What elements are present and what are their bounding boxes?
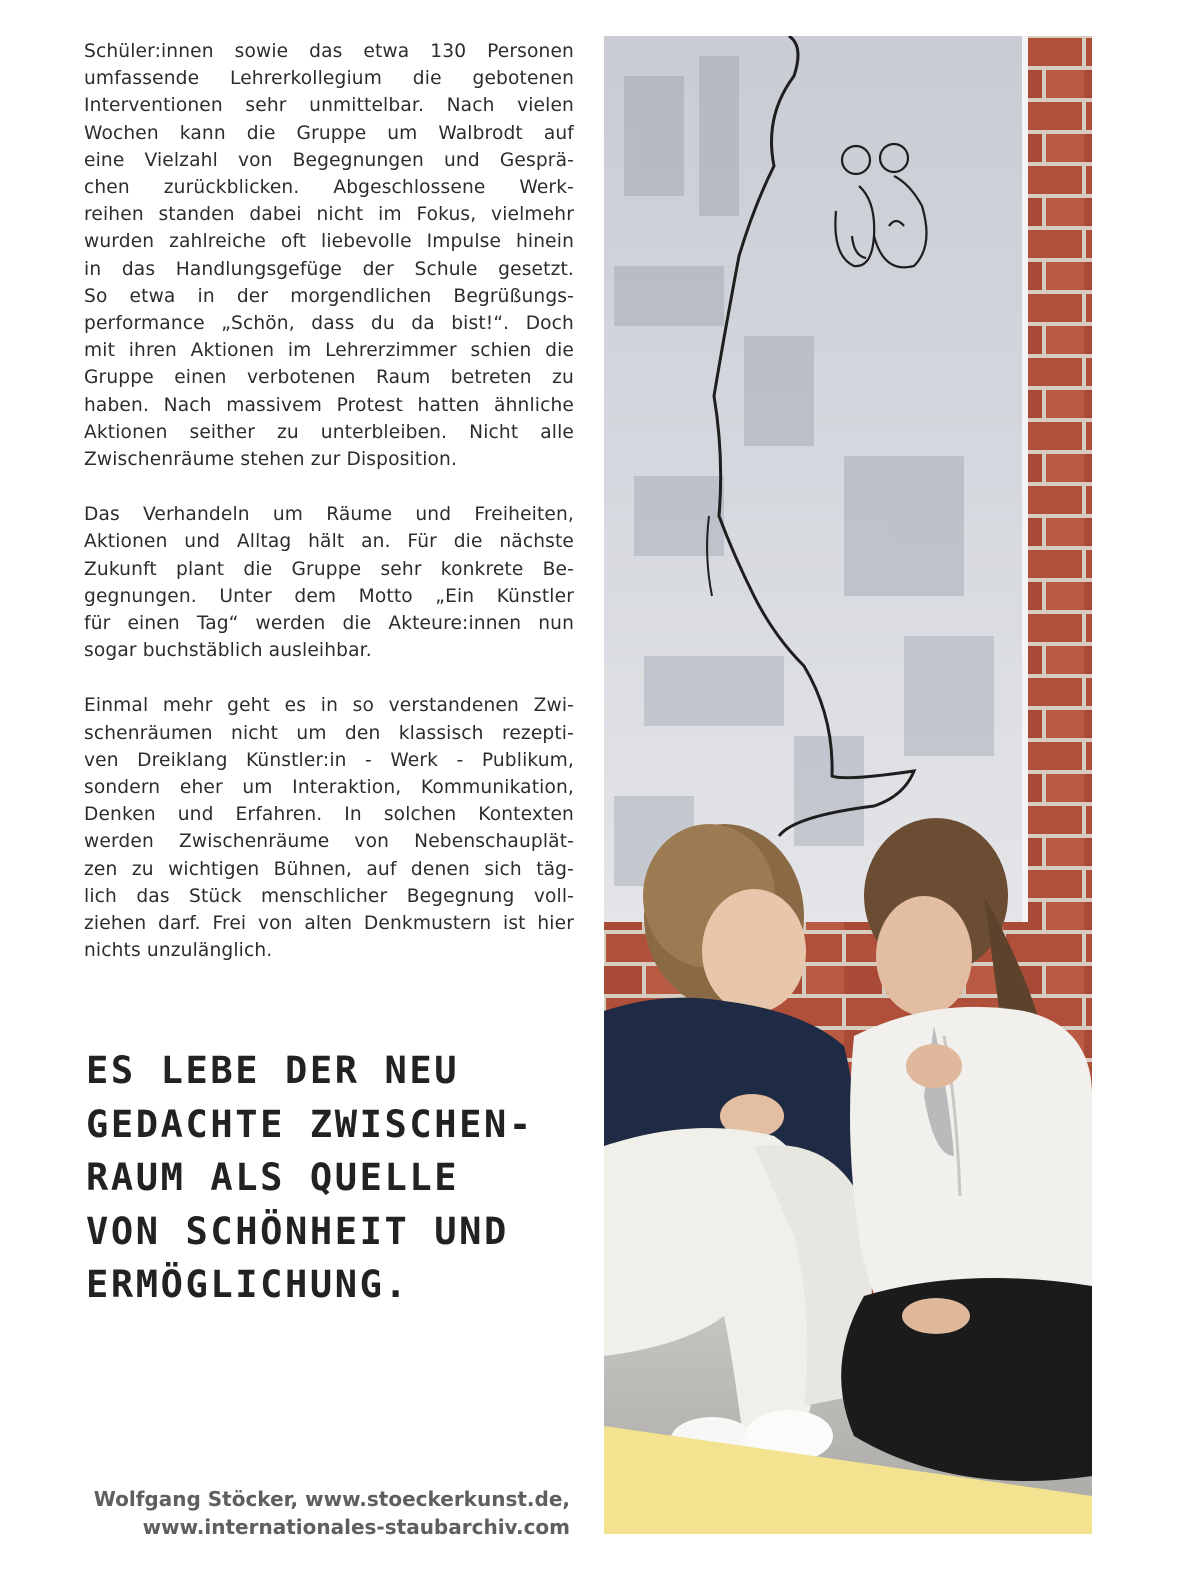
text-line: gegnungen. Unter dem Motto „Ein Künstler bbox=[84, 585, 574, 607]
text-line: zen zu wichtigen Bühnen, auf denen sich täg- bbox=[84, 858, 574, 880]
text-line: Aktionen und Alltag hält an. Für die nächste bbox=[84, 531, 574, 553]
pull-quote-line: GEDACHTE ZWISCHEN- bbox=[86, 1102, 534, 1146]
text-line: So etwa in der morgendlichen Begrüßungs- bbox=[84, 285, 574, 307]
author-credit-line: Wolfgang Stöcker, www.stoeckerkunst.de, bbox=[93, 1487, 570, 1511]
photo-illustration bbox=[604, 36, 1092, 1534]
text-line: in das Handlungsgefüge der Schule gesetzt. bbox=[84, 258, 574, 280]
text-line: Zwischenräume stehen zur Disposition. bbox=[84, 449, 458, 471]
article-text-column bbox=[84, 38, 574, 993]
text-line: sogar buchstäblich ausleihbar. bbox=[84, 640, 372, 662]
text-line: Wochen kann die Gruppe um Walbrodt auf bbox=[84, 122, 574, 144]
pull-quote-line: ES LEBE DER NEU bbox=[86, 1049, 460, 1092]
text-line: Zukunft plant die Gruppe sehr konkrete Be- bbox=[84, 558, 574, 580]
text-line: Das Verhandeln um Räume und Freiheiten, bbox=[84, 504, 574, 526]
text-line: ven Dreiklang Künstler:in - Werk - Publikum, bbox=[84, 749, 574, 771]
pull-quote-line: ERMÖGLICHUNG. bbox=[86, 1263, 410, 1306]
text-line: nichts unzulänglich. bbox=[84, 940, 273, 962]
text-line: haben. Nach massivem Protest hatten ähnliche bbox=[84, 394, 574, 416]
text-line: für einen Tag“ werden die Akteure:innen nun bbox=[84, 613, 574, 635]
text-line: Einmal mehr geht es in so verstandenen Zwi- bbox=[84, 695, 574, 717]
pull-quote-line: VON SCHÖNHEIT UND bbox=[86, 1209, 509, 1253]
text-line: werden Zwischenräume von Nebenschauplät- bbox=[84, 831, 574, 853]
website-credit-line: www.internationales-staubarchiv.com bbox=[142, 1515, 570, 1539]
text-line: Aktionen seither zu unterbleiben. Nicht alle bbox=[84, 421, 574, 443]
pull-quote bbox=[86, 1044, 556, 1312]
text-line: Gruppe einen verbotenen Raum betreten zu bbox=[84, 367, 574, 389]
text-line: sondern eher um Interaktion, Kommunikation, bbox=[84, 777, 574, 799]
text-line: Interventionen sehr unmittelbar. Nach vielen bbox=[84, 95, 574, 117]
pull-quote-line: RAUM ALS QUELLE bbox=[86, 1156, 460, 1199]
text-line: ziehen darf. Frei von alten Denkmustern ist hier bbox=[84, 913, 574, 935]
text-line: Schüler:innen sowie das etwa 130 Personen bbox=[84, 41, 574, 62]
article-paragraph-2 bbox=[84, 501, 574, 664]
text-line: performance „Schön, dass du da bist!“. Doch bbox=[84, 313, 574, 335]
text-line: umfassende Lehrerkollegium die gebotenen bbox=[84, 68, 574, 90]
text-line: reihen standen dabei nicht im Fokus, vielmehr bbox=[84, 204, 574, 226]
text-line: lich das Stück menschlicher Begegnung voll- bbox=[84, 885, 574, 907]
text-line: schenräumen nicht um den klassisch rezepti- bbox=[84, 722, 574, 744]
article-paragraph-1 bbox=[84, 38, 574, 473]
photo-two-women-at-artwork bbox=[604, 36, 1092, 1534]
text-line: chen zurückblicken. Abgeschlossene Werk- bbox=[84, 177, 574, 199]
text-line: mit ihren Aktionen im Lehrerzimmer schien die bbox=[84, 340, 574, 362]
author-credits bbox=[94, 1485, 570, 1541]
text-line: eine Vielzahl von Begegnungen und Gesprä- bbox=[84, 149, 574, 171]
artwork-paper bbox=[604, 36, 1028, 922]
article-paragraph-3 bbox=[84, 692, 574, 964]
text-line: wurden zahlreiche oft liebevolle Impulse hinein bbox=[84, 231, 574, 253]
text-line: Denken und Erfahren. In solchen Kontexten bbox=[84, 804, 574, 826]
